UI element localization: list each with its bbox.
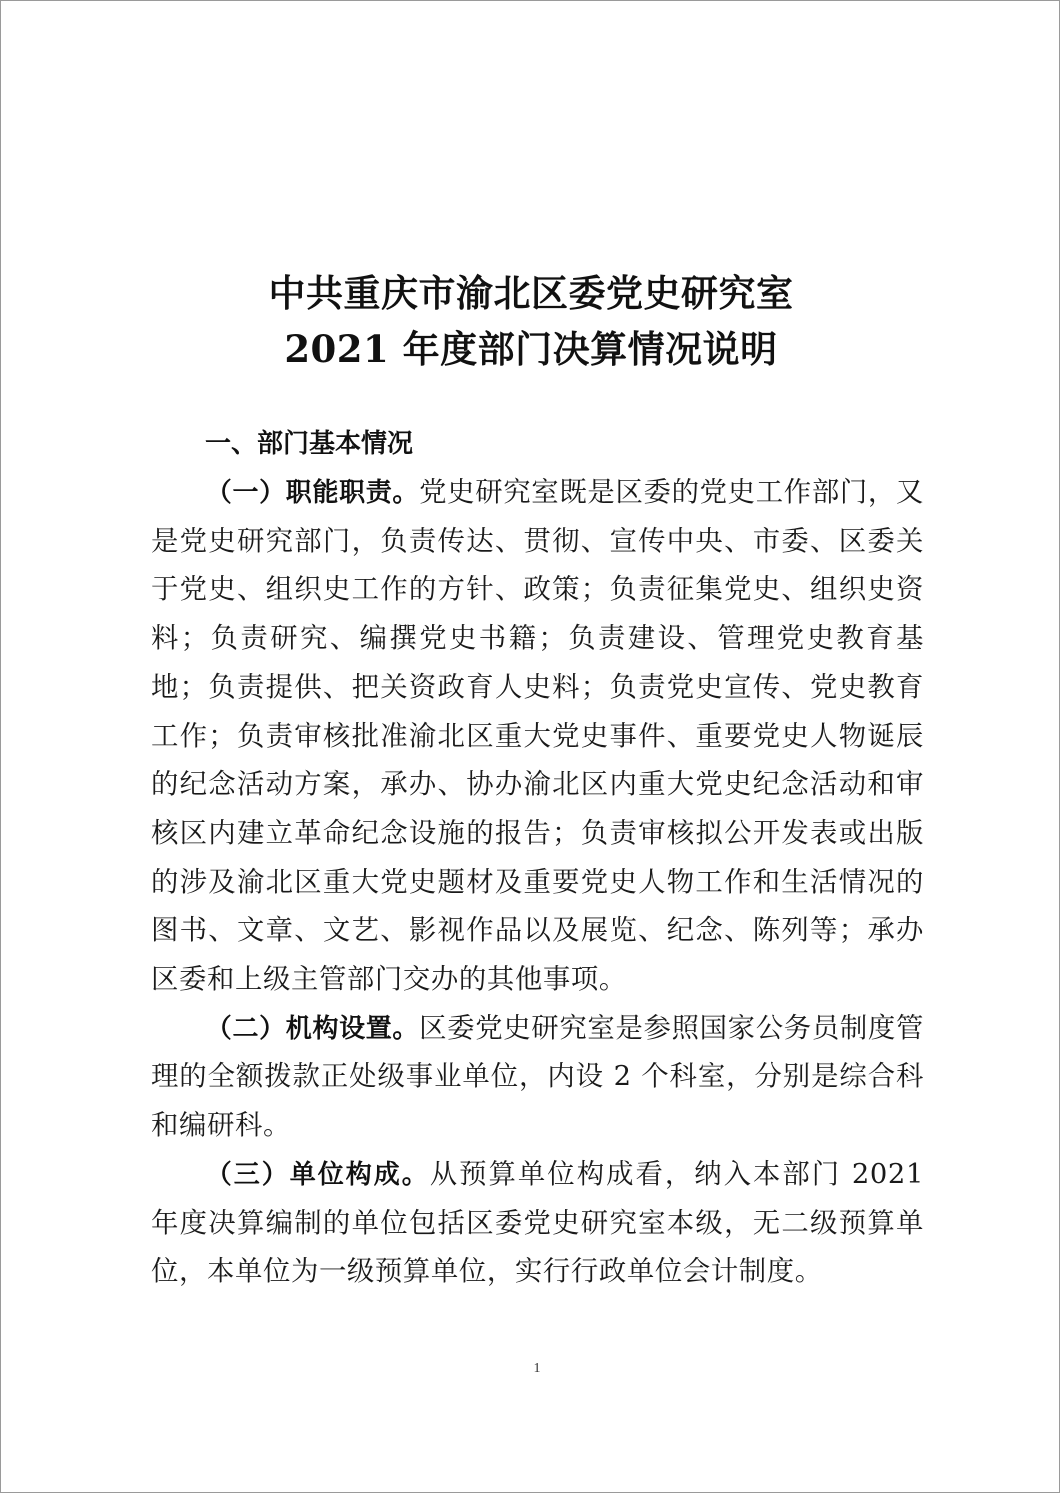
paragraph-text-organization: 区委党史研究室是参照国家公务员制度管理的全额拨款正处级事业单位，内设 2 个科室，分别是综合科和编研科。 [151, 1012, 924, 1142]
paragraph-lead-organization: （二）机构设置。 [205, 1013, 420, 1044]
paragraph-text-composition: 从预算单位构成看，纳入本部门 2021 年度决算编制的单位包括区委党史研究室本级，无二级预算单位，本单位为一级预算单位，实行行政单位会计制度。 [151, 1158, 924, 1288]
paragraph-composition [151, 1151, 924, 1297]
paragraph-duties [151, 469, 924, 1005]
page-number: 1 [533, 1361, 541, 1376]
document-title-line2: 2021 年度部门决算情况说明 [284, 327, 778, 371]
paragraph-organization [151, 1005, 924, 1151]
section-heading: 一、部门基本情况 [205, 429, 414, 459]
paragraph-lead-composition: （三）单位构成。 [205, 1159, 430, 1190]
paragraph-text-duties: 党史研究室既是区委的党史工作部门，又是党史研究部门，负责传达、贯彻、宣传中央、市委、区委关于党史、组织史工作的方针、政策；负责征集党史、组织史资料；负责研究、编撰党史书籍；负责建设、管理党史教育基地；负责提供、把关资政育人史料；负责党史宣传、党史教育工作；负责审核批准渝北区重大党史事件、重要党史人物诞辰的纪念活动方案，承办、协办渝北区内重大党史纪念活动和审核区内建立革命纪念设施的报告；负责审核拟公开发表或出版的涉及渝北区重大党史题材及重要党史人物工作和生活情况的图书、文章、文艺、影视作品以及展览、纪念、陈列等；承办区委和上级主管部门交办的其他事项。 [151, 477, 924, 996]
paragraph-lead-duties: （一）职能职责。 [205, 478, 420, 508]
document-title-line1: 中共重庆市渝北区委党史研究室 [268, 271, 794, 315]
document-body [151, 419, 924, 1297]
